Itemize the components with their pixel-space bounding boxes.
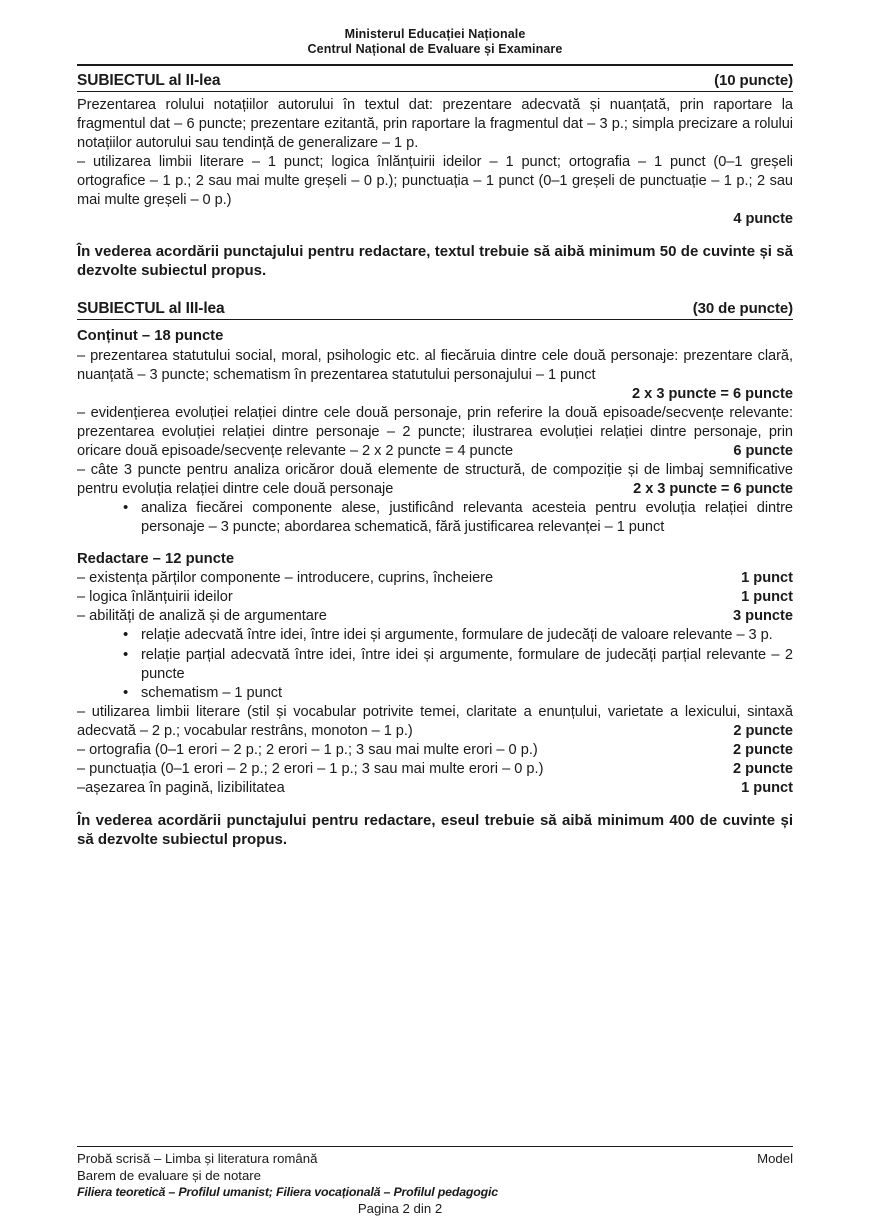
continut-item-2-value: 6 puncte: [733, 442, 793, 459]
redactare-row: [77, 760, 793, 779]
document-content: [77, 0, 793, 850]
list-item: • relație parțial adecvată între idei, între idei și argumente, formulare de judecăți parțial relevante – 2 puncte: [123, 646, 793, 684]
subject-2-criteria-text: – utilizarea limbii literare – 1 punct; logica înlănțuirii ideilor – 1 punct; ortografia – 1 punct (0–1 greșeli ortografice – 1 p.; 2 sau mai multe greșeli – 0 p.); punctuația – 1 punct (0–1 greșeli de punctuație – 1 p.; 2 sau mai multe greșeli – 0 p.): [77, 153, 793, 208]
continut-item-3-value: 2 x 3 puncte = 6 puncte: [633, 480, 793, 497]
continut-item-3: [77, 461, 793, 499]
document-footer: [77, 1146, 793, 1218]
subject-2-header: [77, 72, 793, 92]
redactare-row-value: 2 puncte: [732, 741, 793, 758]
footer-variant-label: Model: [757, 1151, 793, 1166]
redactare-row: [77, 607, 793, 626]
redactare-row-label: –așezarea în pagină, lizibilitatea: [77, 779, 285, 796]
redactare-wrap-row: [77, 703, 793, 741]
ministry-header: [77, 0, 793, 58]
continut-item-1-value: 2 x 3 puncte = 6 puncte: [632, 385, 793, 402]
redactare-row-value: 2 puncte: [732, 760, 793, 777]
footer-profile-info: Filiera teoretică – Profilul umanist; Filiera vocațională – Profilul pedagogic: [77, 1185, 498, 1200]
redactare-row-label: – abilități de analiză și de argumentare: [77, 608, 327, 625]
subject-2-title: SUBIECTUL al II-lea: [77, 71, 221, 89]
redactare-row-value: 1 punct: [741, 570, 793, 587]
subject-3-header: [77, 300, 793, 320]
header-divider: [77, 64, 793, 66]
redactare-row: [77, 569, 793, 588]
redactare-row-value: 1 punct: [741, 779, 793, 796]
redactare-row-label: – ortografia (0–1 erori – 2 p.; 2 erori – 1 p.; 3 sau mai multe erori – 0 p.): [77, 741, 538, 758]
subject-3-title: SUBIECTUL al III-lea: [77, 300, 225, 317]
list-item: • schematism – 1 punct: [123, 684, 793, 703]
redactare-row: [77, 588, 793, 607]
redactare-row-label: – punctuația (0–1 erori – 2 p.; 2 erori – 1 p.; 3 sau mai multe erori – 0 p.): [77, 760, 544, 777]
list-item: • relație adecvată între idei, între idei și argumente, formulare de judecăți de valoare relevante – 3 p.: [123, 626, 793, 645]
redactare-row: [77, 779, 793, 798]
subject-2-criteria-value: 4 puncte: [733, 210, 793, 227]
subject-2-paragraph: Prezentarea rolului notațiilor autorului în textul dat: prezentare adecvată și nuanțată, prin raportare la fragmentul dat – 6 puncte; prezentare ezitantă, prin raportare la fragmentul dat – 3 p.; simpla precizare a rolului notațiilor autorului sau tendință de generalizare – 1 p.: [77, 96, 793, 151]
redactare-row: [77, 741, 793, 760]
redactare-row-value: 3 puncte: [732, 608, 793, 625]
list-item: • analiza fiecărei componente alese, justificând relevanta acesteia pentru evoluția relației dintre personaje – 3 puncte; abordarea schematică, fără justificarea relevanței – 1 punct: [123, 499, 793, 537]
redactare-row-value: 1 punct: [741, 589, 793, 606]
footer-exam-name: Probă scrisă – Limba și literatura română: [77, 1151, 318, 1166]
redactare-wrap-row-text: – utilizarea limbii literare (stil și vocabular potrivite temei, claritate a enunțului, varietate a lexicului, sintaxă adecvată – 2 p.; vocabular restrâns, monoton – 1 p.): [77, 703, 793, 739]
redactare-bullet-list: [77, 626, 793, 702]
continut-item-2-text: – evidențierea evoluției relației dintre cele două personaje, prin referire la două episoade/secvențe relevante: prezentarea evoluției relației dintre personaje – 2 puncte; ilustrarea evoluției relației dintre personaje, prin oricare două episoade/secvențe relevante – 2 x 2 puncte = 4 puncte: [77, 404, 793, 459]
footer-line-1: [77, 1147, 793, 1167]
continut-title: Conținut – 18 puncte: [77, 328, 224, 344]
subject-2-points: (10 puncte): [714, 71, 793, 89]
continut-item-2: [77, 404, 793, 461]
continut-bullet-list: [77, 499, 793, 537]
subject-2-criteria: [77, 153, 793, 229]
continut-item-1-text: – prezentarea statutului social, moral, psihologic etc. al fiecăruia dintre cele două personaje: prezentare clară, nuanțată – 3 puncte; schematism în prezentarea statutului personajului – 1 punct: [77, 347, 793, 383]
ministry-name: Ministerul Educației Naționale: [344, 27, 526, 41]
redactare-row-label: – existența părților componente – introducere, cuprins, încheiere: [77, 570, 494, 587]
subject-3-points: (30 de puncte): [692, 300, 793, 317]
redactare-wrap-row-value: 2 puncte: [733, 722, 793, 739]
subject-2-note: În vederea acordării punctajului pentru redactare, textul trebuie să aibă minimum 50 de cuvinte și să dezvolte subiectul propus.: [77, 242, 793, 280]
continut-item-3-text: – câte 3 puncte pentru analiza oricăror două elemente de structură, de compoziție și de limbaj semnificative pentru evoluția relației dintre cele două personaje: [77, 461, 793, 497]
redactare-row-label: – logica înlănțuirii ideilor: [77, 589, 233, 606]
subject-3-note: În vederea acordării punctajului pentru redactare, eseul trebuie să aibă minimum 400 de cuvinte și să dezvolte subiectul propus.: [77, 811, 793, 849]
footer-doc-type: Barem de evaluare și de notare: [77, 1168, 262, 1184]
center-name: Centrul Național de Evaluare și Examinare: [307, 42, 563, 57]
redactare-title: Redactare – 12 puncte: [77, 550, 235, 567]
footer-page-number: Pagina 2 din 2: [357, 1201, 443, 1217]
